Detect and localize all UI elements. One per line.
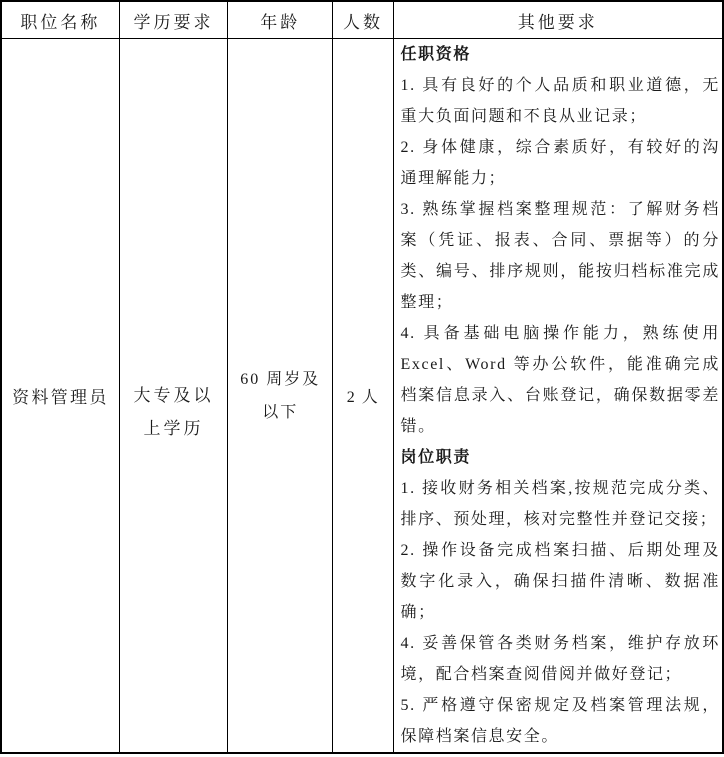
duty-item-1: 1. 接收财务相关档案,按规范完成分类、排序、预处理，核对完整性并登记交接； — [400, 480, 720, 528]
job-row — [1, 39, 723, 754]
duty-item-3: 4. 妥善保管各类财务档案，维护存放环境，配合档案查阅借阅并做好登记； — [400, 635, 720, 683]
header-education: 学历要求 — [119, 1, 227, 39]
duty-item-2: 2. 操作设备完成档案扫描、后期处理及数字化录入，确保扫描件清晰、数据准确； — [400, 542, 720, 621]
headcount-cell — [333, 39, 393, 754]
header-position: 职位名称 — [1, 1, 119, 39]
qualification-item-3: 3. 熟练掌握档案整理规范：了解财务档案（凭证、报表、合同、票据等）的分类、编号、排序规则，能按归档标准完成整理； — [400, 201, 720, 311]
qualification-item-4: 4. 具备基础电脑操作能力，熟练使用 Excel、Word 等办公软件，能准确完成档案信息录入、台账登记，确保数据零差错。 — [400, 325, 720, 435]
header-headcount: 人数 — [333, 1, 393, 39]
header-age: 年龄 — [228, 1, 333, 39]
education-requirement — [120, 347, 227, 445]
age-requirement-cell — [228, 39, 333, 754]
header-other-requirements: 其他要求 — [393, 1, 723, 39]
education-requirement-cell — [119, 39, 227, 754]
qualification-item-1: 1. 具有良好的个人品质和职业道德，无重大负面问题和不良从业记录； — [400, 77, 720, 125]
education-line-1: 大专及以 — [133, 385, 214, 405]
position-name: 资料管理员 — [12, 388, 109, 407]
age-line-1: 60 周岁及 — [240, 370, 321, 388]
section-title-duties: 岗位职责 — [400, 449, 471, 466]
qualification-item-2: 2. 身体健康，综合素质好，有较好的沟通理解能力； — [400, 139, 720, 187]
education-line-2: 上学历 — [143, 418, 204, 438]
section-title-qualifications: 任职资格 — [400, 46, 471, 63]
header-row — [1, 1, 723, 39]
duty-item-4: 5. 严格遵守保密规定及档案管理法规，保障档案信息安全。 — [400, 697, 720, 745]
position-name-cell — [1, 39, 119, 754]
other-requirements-cell — [393, 39, 723, 754]
headcount-value: 2 人 — [346, 389, 380, 406]
age-requirement — [228, 363, 332, 429]
age-line-2: 以下 — [262, 403, 299, 421]
